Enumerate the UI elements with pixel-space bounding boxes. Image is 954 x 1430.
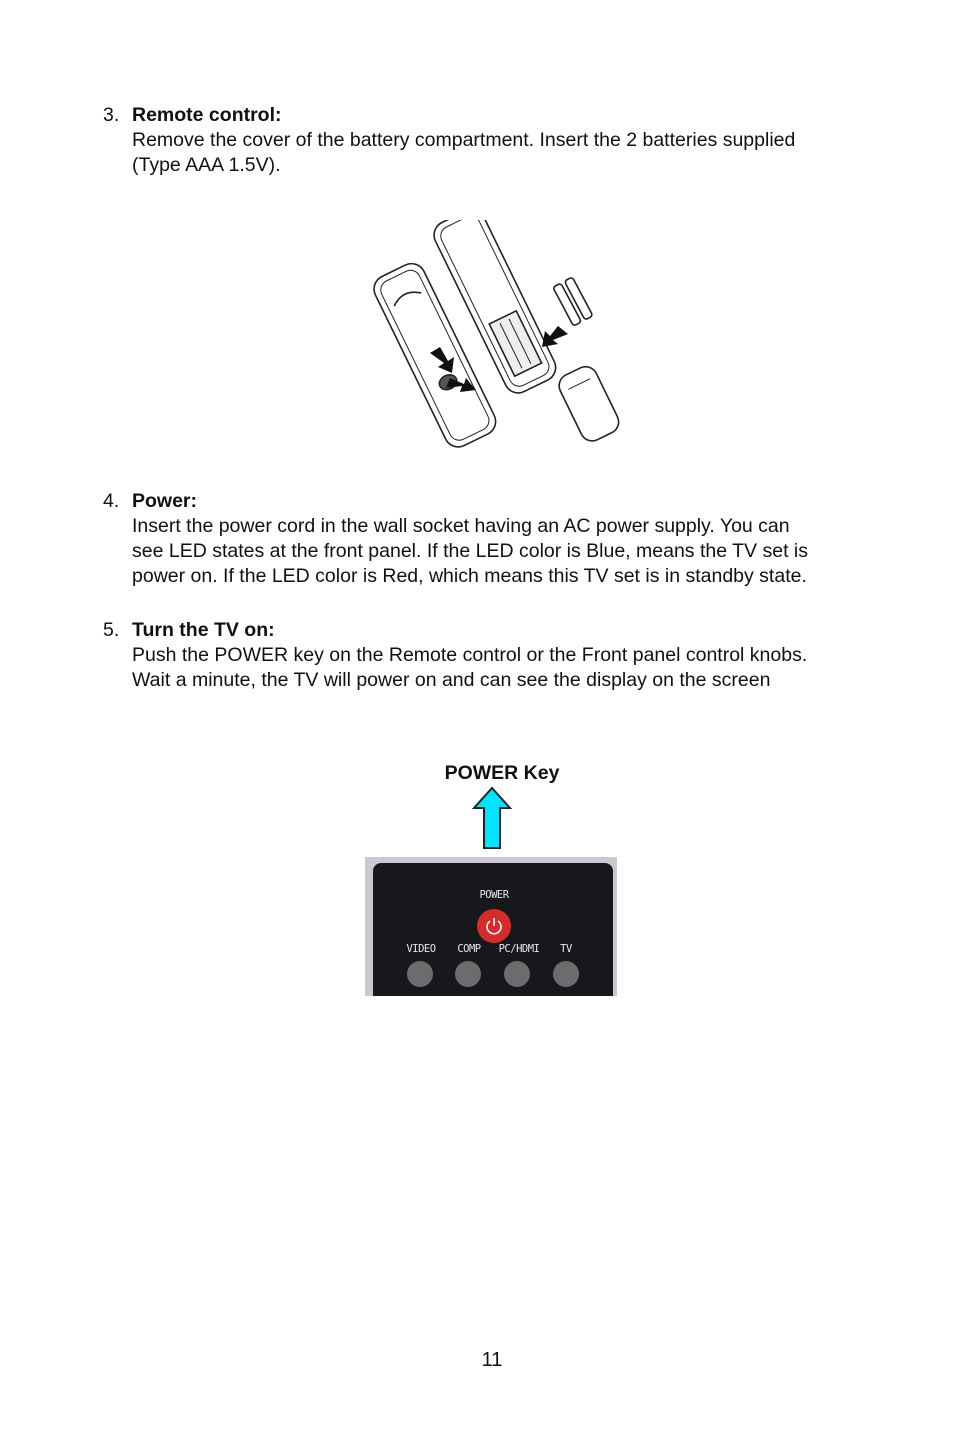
section-heading: Power: xyxy=(132,490,198,512)
remote-battery-illustration xyxy=(360,220,625,455)
video-label: VIDEO xyxy=(406,943,436,955)
power-key-label: POWER Key xyxy=(444,762,560,784)
power-icon xyxy=(484,916,504,936)
section-turn-tv-on xyxy=(103,618,886,693)
section-text-line: Wait a minute, the TV will power on and can see the display on the screen xyxy=(132,669,771,691)
section-text-line: see LED states at the front panel. If the LED color is Blue, means the TV set is xyxy=(132,540,808,562)
section-power xyxy=(103,489,886,589)
tv-button xyxy=(553,961,579,987)
power-button xyxy=(477,909,511,943)
front-panel xyxy=(373,863,613,996)
section-number: 4. xyxy=(103,490,120,512)
comp-label: COMP xyxy=(457,943,481,955)
video-button xyxy=(407,961,433,987)
front-panel-photo xyxy=(365,857,617,996)
section-text-line: Remove the cover of the battery compartment. Insert the 2 batteries supplied xyxy=(132,129,796,151)
comp-button xyxy=(455,961,481,987)
section-number: 5. xyxy=(103,619,120,641)
tv-label: TV xyxy=(560,943,572,955)
up-arrow-icon xyxy=(472,786,512,850)
pc-hdmi-label: PC/HDMI xyxy=(498,943,540,955)
section-text-line: (Type AAA 1.5V). xyxy=(132,154,281,176)
section-text-line: power on. If the LED color is Red, which means this TV set is in standby state. xyxy=(132,565,807,587)
section-text-line: Push the POWER key on the Remote control or the Front panel control knobs. xyxy=(132,644,808,666)
section-number: 3. xyxy=(103,104,120,126)
power-label: POWER xyxy=(479,889,509,901)
section-remote-control xyxy=(103,103,886,178)
section-heading: Turn the TV on: xyxy=(132,619,275,641)
section-text-line: Insert the power cord in the wall socket having an AC power supply. You can xyxy=(132,515,790,537)
pc-hdmi-button xyxy=(504,961,530,987)
section-heading: Remote control: xyxy=(132,104,282,126)
page-number: 11 xyxy=(481,1349,503,1371)
